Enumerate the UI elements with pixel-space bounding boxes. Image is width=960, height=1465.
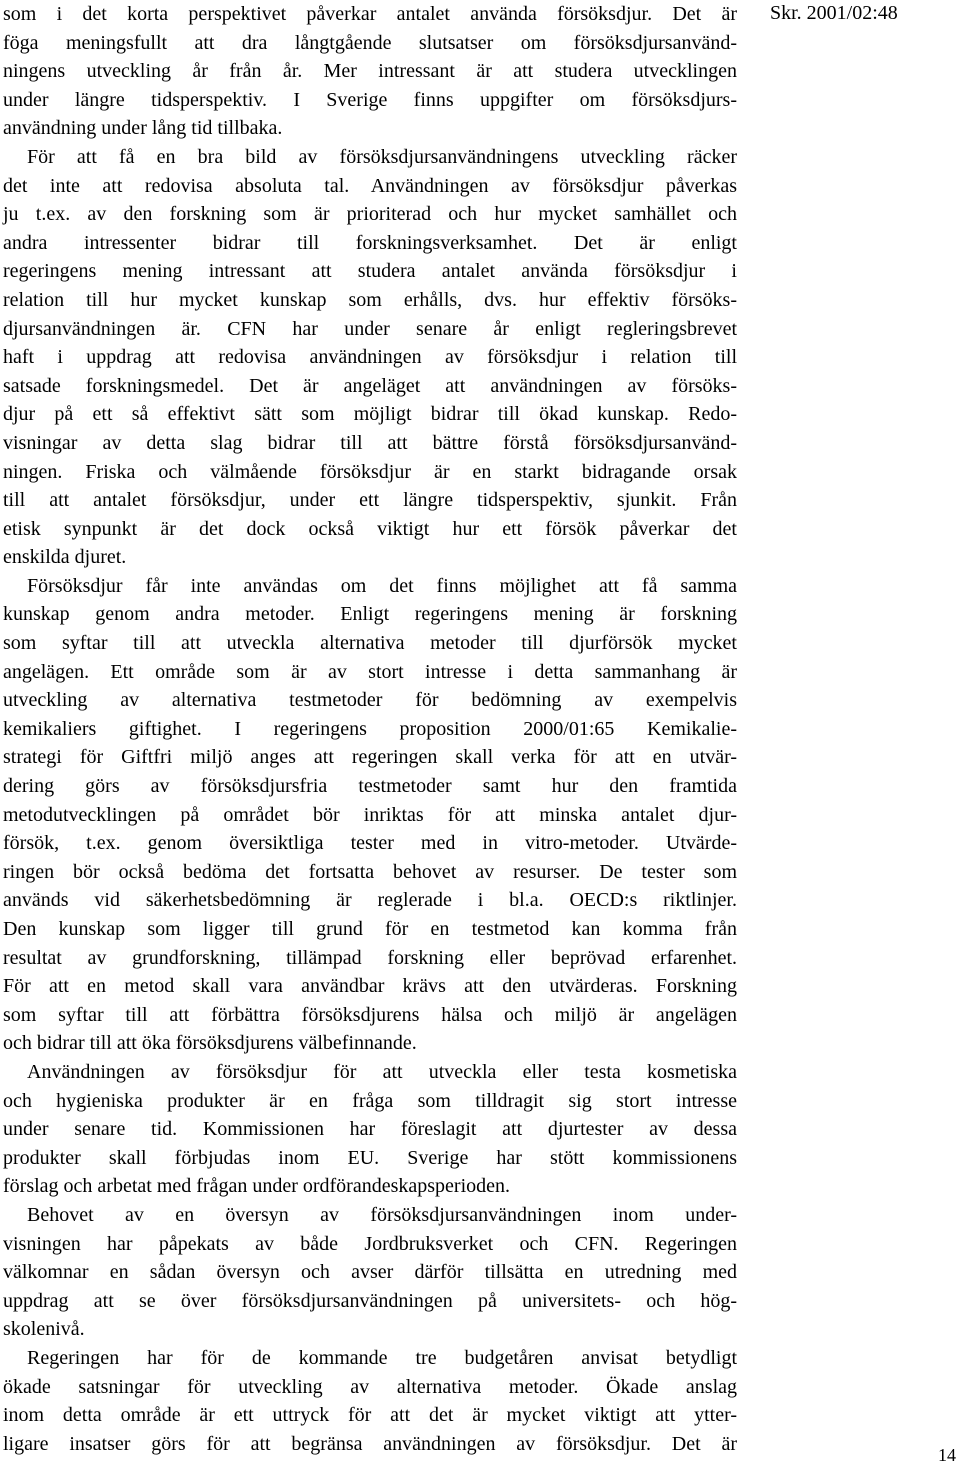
text-line: metodutvecklingen på området bör inriktas för att minska antalet djur- xyxy=(3,803,737,826)
text-line: visningar av detta slag bidrar till att bättre förstå försöksdjursanvänd- xyxy=(3,431,737,454)
text-line: som i det korta perspektivet påverkar antalet använda försöksdjur. Det är xyxy=(3,3,737,25)
text-line: satsade forskningsmedel. Det är angeläget att användningen av försöks- xyxy=(3,374,737,397)
text-line: Regeringen har för de kommande tre budgetåren anvisat betydligt xyxy=(27,1346,737,1369)
text-line: uppdrag att se över försöksdjursanvändningen på universitets- och hög- xyxy=(3,1289,737,1312)
text-line: som syftar till att utveckla alternativa metoder till djurförsök mycket xyxy=(3,632,737,655)
text-line: under senare tid. Kommissionen har föreslagit att djurtester av dessa xyxy=(3,1118,737,1141)
text-line: relation till hur mycket kunskap som erhålls, dvs. hur effektiv försöks- xyxy=(3,288,737,311)
text-line: det inte att redovisa absoluta tal. Användningen av försöksdjur påverkas xyxy=(3,174,737,197)
page-number: 14 xyxy=(938,1445,956,1465)
body-text xyxy=(3,0,737,1458)
text-line: För att en metod skall vara användbar krävs att den utvärderas. Forskning xyxy=(3,975,737,998)
text-line: skolenivå. xyxy=(3,1318,85,1341)
text-line: kunskap genom andra metoder. Enligt regeringens mening är forskning xyxy=(3,603,737,626)
text-line: Behovet av en översyn av försöksdjursanvändningen inom under- xyxy=(27,1203,737,1226)
text-line: och bidrar till att öka försöksdjurens välbefinnande. xyxy=(3,1032,417,1055)
text-line: dering görs av försöksdjursfria testmetoder samt hur den framtida xyxy=(3,775,737,798)
text-line: haft i uppdrag att redovisa användningen av försöksdjur i relation till xyxy=(3,346,737,369)
text-line: djursanvändningen är. CFN har under senare år enligt regleringsbrevet xyxy=(3,317,737,340)
text-line: regeringens mening intressant att studera antalet använda försöksdjur i xyxy=(3,260,737,283)
text-line: som syftar till att förbättra försöksdjurens hälsa och miljö är angelägen xyxy=(3,1003,737,1026)
text-line: enskilda djuret. xyxy=(3,546,127,569)
text-line: Försöksdjur får inte användas om det finns möjlighet att få samma xyxy=(27,574,737,597)
text-line: till att antalet försöksdjur, under ett längre tidsperspektiv, sjunkit. Från xyxy=(3,489,737,512)
text-line: ningen. Friska och välmående försöksdjur är en starkt bidragande orsak xyxy=(3,460,737,483)
text-line: andra intressenter bidrar till forskningsverksamhet. Det är enligt xyxy=(3,231,737,254)
text-line: inom detta område är ett uttryck för att det är mycket viktigt att ytter- xyxy=(3,1404,737,1427)
document-reference: Skr. 2001/02:48 xyxy=(770,2,898,24)
text-line: välkomnar en sådan översyn och avser därför tillsätta en utredning med xyxy=(3,1261,737,1284)
text-line: används vid säkerhetsbedömning är reglerade i bl.a. OECD:s riktlinjer. xyxy=(3,889,737,912)
text-line: strategi för Giftfri miljö anges att regeringen skall verka för att en utvär- xyxy=(3,746,737,769)
text-line: Den kunskap som ligger till grund för en testmetod kan komma från xyxy=(3,918,737,940)
text-line: ringen bör också bedöma det fortsatta behovet av resurser. De tester som xyxy=(3,860,737,883)
text-line: försök, t.ex. genom översiktliga tester med in vitro-metoder. Utvärde- xyxy=(3,832,737,855)
text-line: etisk synpunkt är det dock också viktigt hur ett försök påverkar det xyxy=(3,517,737,540)
text-line: Användningen av försöksdjur för att utveckla eller testa kosmetiska xyxy=(27,1060,737,1083)
text-line: resultat av grundforskning, tillämpad forskning eller beprövad erfarenhet. xyxy=(3,946,737,969)
text-line: föga meningsfullt att dra långtgående slutsatser om försöksdjursanvänd- xyxy=(3,31,737,54)
text-line: och hygieniska produkter är en fråga som tilldragit sig stort intresse xyxy=(3,1089,737,1112)
text-line: förslag och arbetat med frågan under ordförandeskapsperioden. xyxy=(3,1175,511,1198)
text-line: djur på ett så effektivt sätt som möjligt bidrar till ökad kunskap. Redo- xyxy=(3,403,737,426)
text-line: För att få en bra bild av försöksdjursanvändningens utveckling räcker xyxy=(27,145,737,168)
text-line: under längre tidsperspektiv. I Sverige finns uppgifter om försöksdjurs- xyxy=(3,88,737,111)
text-line: ökade satsningar för utveckling av alternativa metoder. Ökade anslag xyxy=(3,1375,737,1398)
text-line: angelägen. Ett område som är av stort intresse i detta sammanhang är xyxy=(3,660,737,683)
text-line: ligare insatser görs för att begränsa användningen av försöksdjur. Det är xyxy=(3,1432,737,1455)
text-line: kemikaliers giftighet. I regeringens proposition 2000/01:65 Kemikalie- xyxy=(3,717,737,740)
text-line: ju t.ex. av den forskning som är prioriterad och hur mycket samhället och xyxy=(3,203,737,226)
text-line: produkter skall förbjudas inom EU. Sverige har stött kommissionens xyxy=(3,1146,737,1169)
text-line: utveckling av alternativa testmetoder för bedömning av exempelvis xyxy=(3,689,737,712)
text-line: användning under lång tid tillbaka. xyxy=(3,117,283,140)
text-line: visningen har påpekats av både Jordbruksverket och CFN. Regeringen xyxy=(3,1232,737,1255)
text-line: ningens utveckling år från år. Mer intressant är att studera utvecklingen xyxy=(3,60,737,83)
